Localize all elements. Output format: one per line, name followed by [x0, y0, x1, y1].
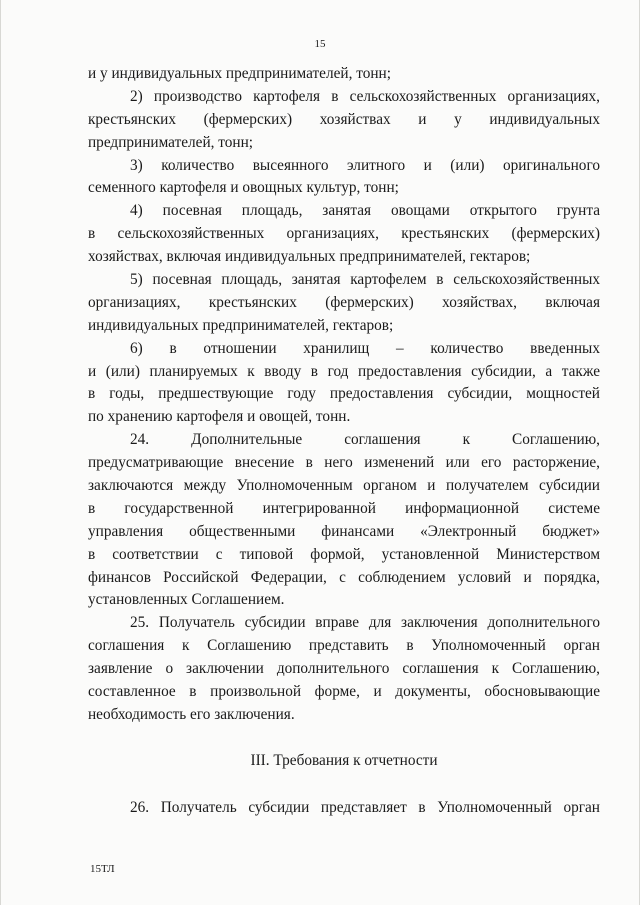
text-line: в государственной интегрированной информационной системе: [88, 499, 600, 517]
text-line: предпринимателей, тонн;: [88, 133, 254, 151]
text-line: в годы, предшествующие году предоставления субсидии, мощностей: [88, 385, 600, 403]
text-line: 5) посевная площадь, занятая картофелем в сельскохозяйственных: [130, 271, 600, 289]
text-line: хозяйствах, включая индивидуальных предпринимателей, гектаров;: [88, 248, 531, 266]
text-line: 25. Получатель субсидии вправе для заключения дополнительного: [130, 614, 600, 632]
text-line: в сельскохозяйственных организациях, крестьянских (фермерских): [88, 225, 600, 243]
text-line: заключаются между Уполномоченным органом и получателем субсидии: [88, 477, 600, 495]
spacer: [88, 727, 600, 751]
text-line: крестьянских (фермерских) хозяйствах и у индивидуальных: [88, 110, 600, 128]
text-line: 2) производство картофеля в сельскохозяйственных организациях,: [130, 87, 600, 105]
text-line: управления общественными финансами «Электронный бюджет»: [88, 522, 600, 540]
footer-code: 15ТЛ: [90, 863, 115, 875]
page-number: 15: [314, 38, 326, 50]
spacer: [88, 773, 600, 797]
text-line: установленных Соглашением.: [88, 591, 285, 609]
text-line: 24. Дополнительные соглашения к Соглашению,: [130, 431, 600, 449]
text-line: составленное в произвольной форме, и документы, обосновывающие: [88, 683, 600, 701]
text-line: в соответствии с типовой формой, установленной Министерством: [88, 545, 600, 563]
text-line: 6) в отношении хранилищ – количество введенных: [130, 339, 600, 357]
text-line: 26. Получатель субсидии представляет в Уполномоченный орган: [130, 798, 600, 816]
text-line: соглашения к Соглашению представить в Уполномоченный орган: [88, 637, 600, 655]
text-line: семенного картофеля и овощных культур, тонн;: [88, 179, 399, 197]
text-line: 4) посевная площадь, занятая овощами открытого грунта: [130, 202, 600, 220]
document-body: [88, 63, 600, 820]
paragraph-lines: [88, 63, 600, 727]
text-line: индивидуальных предпринимателей, гектаров;: [88, 316, 394, 334]
text-line: необходимость его заключения.: [88, 705, 295, 723]
text-line: заявление о заключении дополнительного соглашения к Соглашению,: [88, 660, 600, 678]
text-line: и у индивидуальных предпринимателей, тонн;: [88, 65, 391, 82]
text-line: по хранению картофеля и овощей, тонн.: [88, 408, 351, 426]
text-line: предусматривающие внесение в него изменений или его расторжение,: [88, 454, 600, 472]
text-line: и (или) планируемых к вводу в год предоставления субсидии, а также: [88, 362, 600, 380]
section-heading: III. Требования к отчетности: [250, 752, 438, 770]
text-line: 3) количество высеянного элитного и (или) оригинального: [130, 156, 600, 174]
text-line: организациях, крестьянских (фермерских) хозяйствах, включая: [88, 293, 600, 311]
text-line: финансов Российской Федерации, с соблюдением условий и порядка,: [88, 568, 600, 586]
